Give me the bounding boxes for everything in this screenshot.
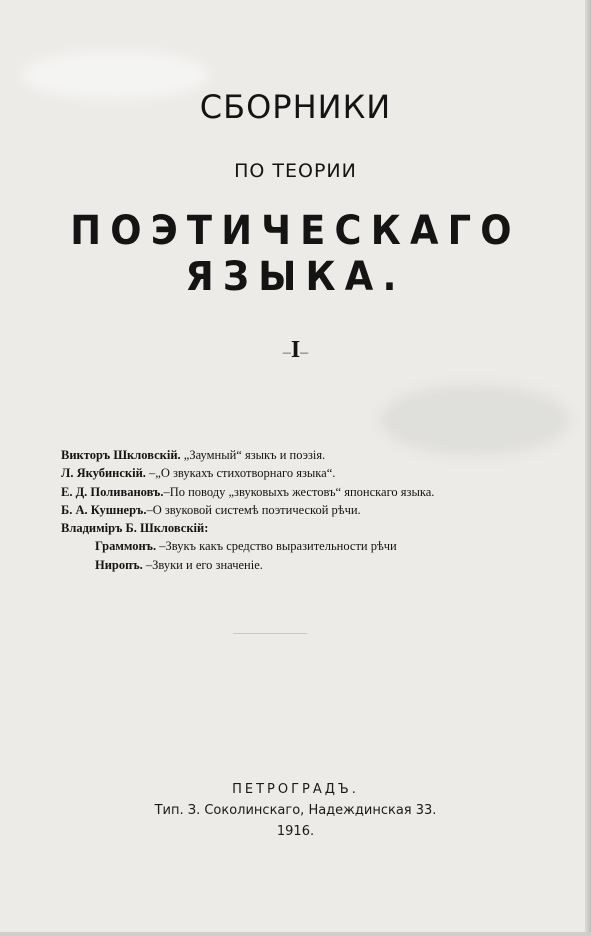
entry-author: Ниропъ. [95,557,143,572]
translation-entry [61,537,531,555]
entry-author: Владиміръ Б. Шкловскій: [61,521,209,536]
entry-author: Е. Д. Поливановъ. [61,484,164,499]
table-of-contents [61,446,531,574]
imprint-printer: Тип. З. Соколинскаго, Надеждинская 33. [154,803,437,818]
translation-entry [61,556,531,574]
entry-title: „Заумный“ языкъ и поэзія. [180,448,326,462]
entry-title: –Звуки и его значеніе. [142,557,263,572]
entry-author: Б. А. Кушнеръ. [61,502,147,517]
imprint-city: ПЕТРОГРАДЪ. [232,782,359,797]
entry-author: Л. Якубинскій. [61,466,146,481]
series-main-title: ПОЭТИЧЕСКАГО ЯЗЫКА. [70,208,521,300]
volume-dash-right: – [300,344,309,361]
volume-number [0,337,591,364]
entry-title: –По поводу „звуковыхъ жестовъ“ японскаго языка. [163,484,435,499]
volume-numeral: I [290,337,301,363]
volume-dash-left: – [282,344,291,361]
series-title: СБОРНИКИ [199,88,392,126]
paper-stain [380,385,570,455]
series-subtitle: ПО ТЕОРИИ [234,160,357,182]
contents-entry [61,501,531,519]
page-edge [0,932,591,936]
imprint-year: 1916. [276,824,315,839]
entry-author: Викторъ Шкловскій. [61,448,181,462]
contents-entry [61,519,531,537]
entry-title: –О звуковой системѣ поэтической рѣчи. [146,502,361,517]
divider-rule [233,633,307,634]
contents-entry [61,464,531,482]
contents-entry [61,483,531,501]
entry-title: –„О звукахъ стихотворнаго языка“. [145,466,336,481]
entry-title: –Звукъ какъ средство выразительности рѣчи [156,539,397,554]
entry-author: Граммонъ. [95,539,157,554]
contents-entry [61,446,531,464]
